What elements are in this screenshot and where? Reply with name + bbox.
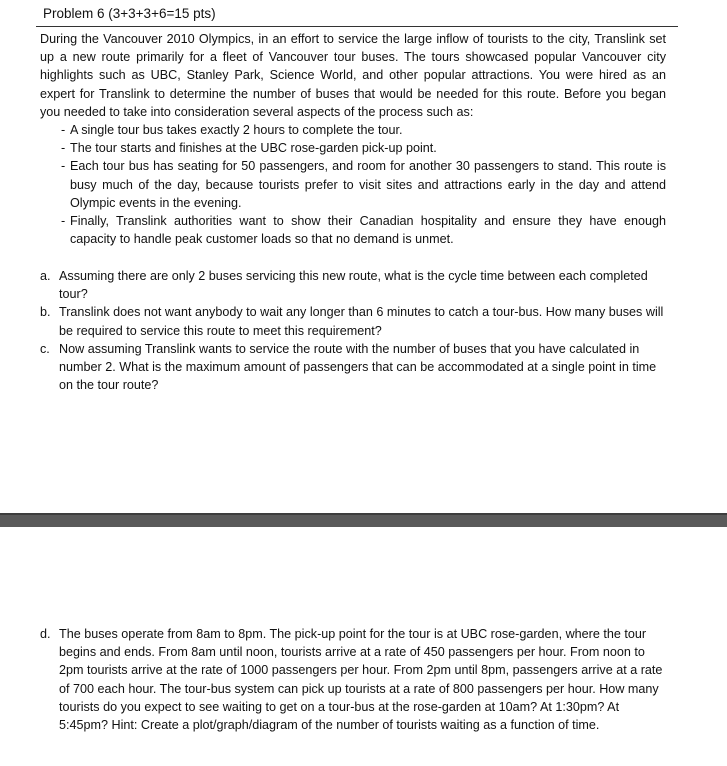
list-item-text: Finally, Translink authorities want to show their Canadian hospitality and ensure they have enough capacity to handle peak customer loads so that no demand is unmet. <box>70 214 666 247</box>
list-item <box>61 139 666 157</box>
bullet-dash: - <box>61 214 66 229</box>
question-a <box>40 267 666 303</box>
problem-intro-block <box>40 30 666 248</box>
list-item-text: The tour starts and finishes at the UBC rose-garden pick-up point. <box>70 141 437 156</box>
bullet-dash: - <box>61 123 66 138</box>
questions-list-page-2 <box>40 625 666 734</box>
list-item <box>61 212 666 248</box>
list-item <box>61 157 666 212</box>
question-letter: d. <box>40 627 51 641</box>
question-text: The buses operate from 8am to 8pm. The pick-up point for the tour is at UBC rose-garden, where the tour begins and ends. From 8am until noon, tourists arrive at a rate of 450 passengers per hour. From noon to 2pm tourists arrive at the rate of 1000 passengers per hour. From 2pm until 8pm, passengers arrive at a rate of 700 each hour. The tour-bus system can pick up tourists at a rate of 800 passengers per hour. How many tourists do you expect to see waiting to get on a tour-bus at the rose-garden at 10am? At 1:30pm? At 5:45pm? Hint: Create a plot/graph/diagram of the number of tourists waiting as a function of time. <box>59 627 663 733</box>
title-underline <box>36 26 678 27</box>
question-letter: c. <box>40 341 50 356</box>
question-text: Assuming there are only 2 buses servicing this new route, what is the cycle time between each completed tour? <box>59 269 648 302</box>
list-item <box>61 121 666 139</box>
problem-intro-paragraph: During the Vancouver 2010 Olympics, in an effort to service the large inflow of tourists to the city, Translink set up a new route primarily for a fleet of Vancouver tour buses. The tours showcased popular Vancouver city highlights such as UBC, Stanley Park, Science World, and other popular attractions. You were hired as an expert for Translink to determine the number of buses that would be needed for this route. Before you began you needed to take into consideration several aspects of the process such as: <box>40 32 666 119</box>
questions-list-page-1 <box>40 267 666 394</box>
list-item-text: Each tour bus has seating for 50 passengers, and room for another 30 passengers to stand. This route is busy much of the day, because tourists prefer to visit sites and attractions early in the day and attend Olympic events in the evening. <box>70 159 666 210</box>
question-letter: b. <box>40 305 51 320</box>
question-letter: a. <box>40 269 51 283</box>
considerations-list <box>61 121 666 248</box>
page-break-edge <box>0 513 727 515</box>
question-text: Now assuming Translink wants to service the route with the number of buses that you have calculated in number 2. What is the maximum amount of passengers that can be accommodated at a single point in time on the tour route? <box>59 341 657 393</box>
question-d <box>40 625 666 734</box>
problem-title: Problem 6 (3+3+3+6=15 pts) <box>43 6 216 21</box>
question-c <box>40 340 666 395</box>
question-b <box>40 303 666 339</box>
question-text: Translink does not want anybody to wait any longer than 6 minutes to catch a tour-bus. How many buses will be required to service this route to meet this requirement? <box>59 305 664 338</box>
page-break-divider <box>0 513 727 527</box>
bullet-dash: - <box>61 141 66 156</box>
list-item-text: A single tour bus takes exactly 2 hours to complete the tour. <box>70 123 403 138</box>
bullet-dash: - <box>61 159 66 174</box>
